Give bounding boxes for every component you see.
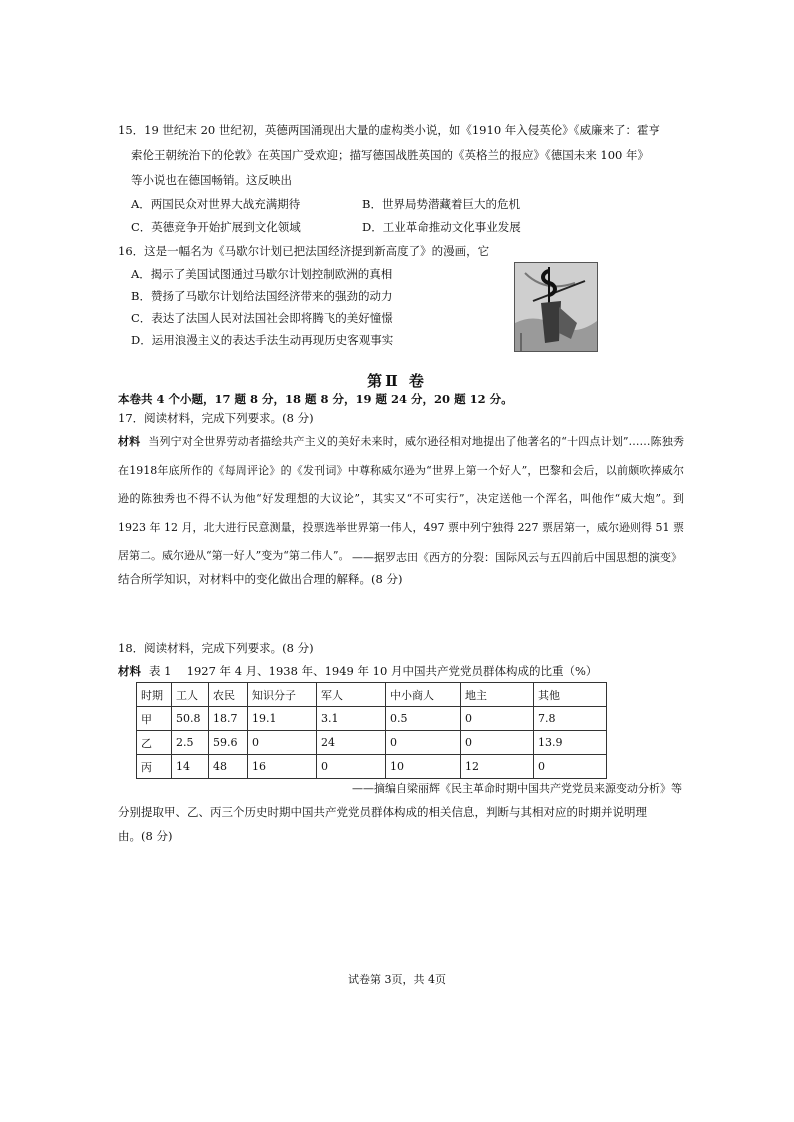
cartoon-image (514, 262, 598, 352)
table-cell: 10 (386, 755, 461, 779)
q16-option-d: D．运用浪漫主义的表达手法生动再现历史客观事实 (131, 333, 394, 347)
q18-source: ——摘编自梁丽辉《民主革命时期中国共产党党员来源变动分析》等 (352, 782, 682, 795)
table-header-row (137, 683, 607, 707)
q17-material-text: 当列宁对全世界劳动者描绘共产主义的美好未来时，威尔逊径相对地提出了他著名的“十四点计划”……陈独秀在1918年底所作的《每周评论》的《发刊词》中尊称威尔逊为“世界上第一个好人”，巴黎和会后，以前颇吹捧威尔逊的陈独秀也不得不认为他“好发理想的大议论”，其实又“不可实行”，决定送他一个浑名，叫他作“威大炮”。到 1923 年 12 月，北大进行民意测量，投票选举世界第一伟人，497 票中列宁独得 227 票居第一，威尔逊则得 51 票居第二。威尔逊从“第一好人”变为“第二伟人”。 (118, 435, 684, 562)
q15-option-a: A．两国民众对世界大战充满期待 (131, 197, 301, 211)
table-cell: 7.8 (534, 707, 607, 731)
table-cell: 18.7 (209, 707, 248, 731)
q16-stem: 16．这是一幅名为《马歇尔计划已把法国经济提到新高度了》的漫画，它 (118, 244, 490, 258)
table-cell: 48 (209, 755, 248, 779)
table-row (137, 731, 607, 755)
q18-data-table (136, 682, 607, 779)
q18-material-label: 材料 (118, 664, 141, 678)
q18-requirement-line2: 由。(8 分) (118, 829, 173, 843)
q15-stem-line3: 等小说也在德国畅销。这反映出 (131, 173, 292, 187)
table-row (137, 755, 607, 779)
table-cell: 0 (248, 731, 317, 755)
q17-source: ——据罗志田《西方的分裂：国际风云与五四前后中国思想的演变》 (352, 551, 682, 564)
table-cell: 0 (386, 731, 461, 755)
table-cell: 24 (317, 731, 386, 755)
q16-option-c: C．表达了法国人民对法国社会即将腾飞的美好憧憬 (131, 311, 393, 325)
table-cell: 0.5 (386, 707, 461, 731)
part2-title: 第Ⅱ 卷 (367, 372, 427, 390)
q15-option-d: D．工业革命推动文化事业发展 (362, 220, 521, 234)
table-cell: 16 (248, 755, 317, 779)
q18-material-caption (118, 663, 597, 679)
q16-option-a: A．揭示了美国试图通过马歇尔计划控制欧洲的真相 (131, 267, 393, 281)
table-cell: 3.1 (317, 707, 386, 731)
q15-option-b: B．世界局势潜藏着巨大的危机 (362, 197, 520, 211)
q17-material-label: 材料 (118, 435, 141, 448)
table-cell: 50.8 (172, 707, 209, 731)
table-header-cell: 其他 (534, 683, 607, 707)
table-cell: 0 (317, 755, 386, 779)
q18-requirement-line1: 分别提取甲、乙、丙三个历史时期中国共产党党员群体构成的相关信息，判断与其相对应的时期并说明理 (118, 805, 647, 819)
q15-stem-line2: 索伦王朝统治下的伦敦》在英国广受欢迎；描写德国战胜英国的《英格兰的报应》《德国未来 100 年》 (131, 148, 650, 162)
table-row (137, 707, 607, 731)
table-cell: 2.5 (172, 731, 209, 755)
table-cell: 丙 (137, 755, 172, 779)
q15-option-c: C．英德竞争开始扩展到文化领域 (131, 220, 301, 234)
table-header-cell: 知识分子 (248, 683, 317, 707)
q16-option-b: B．赞扬了马歇尔计划给法国经济带来的强劲的动力 (131, 289, 393, 303)
table-header-cell: 地主 (461, 683, 534, 707)
table-cell: 0 (534, 755, 607, 779)
table-cell: 13.9 (534, 731, 607, 755)
q17-stem: 17．阅读材料，完成下列要求。(8 分) (118, 411, 314, 425)
table-header-cell: 中小商人 (386, 683, 461, 707)
q18-stem: 18．阅读材料，完成下列要求。(8 分) (118, 641, 314, 655)
table-cell: 0 (461, 707, 534, 731)
table-header-cell: 农民 (209, 683, 248, 707)
table-header-cell: 军人 (317, 683, 386, 707)
table-header-cell: 工人 (172, 683, 209, 707)
q18-table-caption: 表 1 1927 年 4 月、1938 年、1949 年 10 月中国共产党党员群体构成的比重（%） (149, 664, 598, 678)
table-cell: 14 (172, 755, 209, 779)
table-header-cell: 时期 (137, 683, 172, 707)
q17-requirement: 结合所学知识，对材料中的变化做出合理的解释。(8 分) (118, 572, 403, 586)
table-cell: 甲 (137, 707, 172, 731)
table-cell: 0 (461, 731, 534, 755)
table-cell: 12 (461, 755, 534, 779)
part2-note: 本卷共 4 个小题，17 题 8 分，18 题 8 分，19 题 24 分，20 题 12 分。 (118, 392, 513, 406)
table-cell: 19.1 (248, 707, 317, 731)
table-cell: 乙 (137, 731, 172, 755)
page-footer: 试卷第 3页，共 4页 (348, 973, 446, 986)
table-cell: 59.6 (209, 731, 248, 755)
q15-stem-line1: 15．19 世纪末 20 世纪初，英德两国涌现出大量的虚构类小说，如《1910 年入侵英伦》《威廉来了：霍亨 (118, 123, 661, 137)
